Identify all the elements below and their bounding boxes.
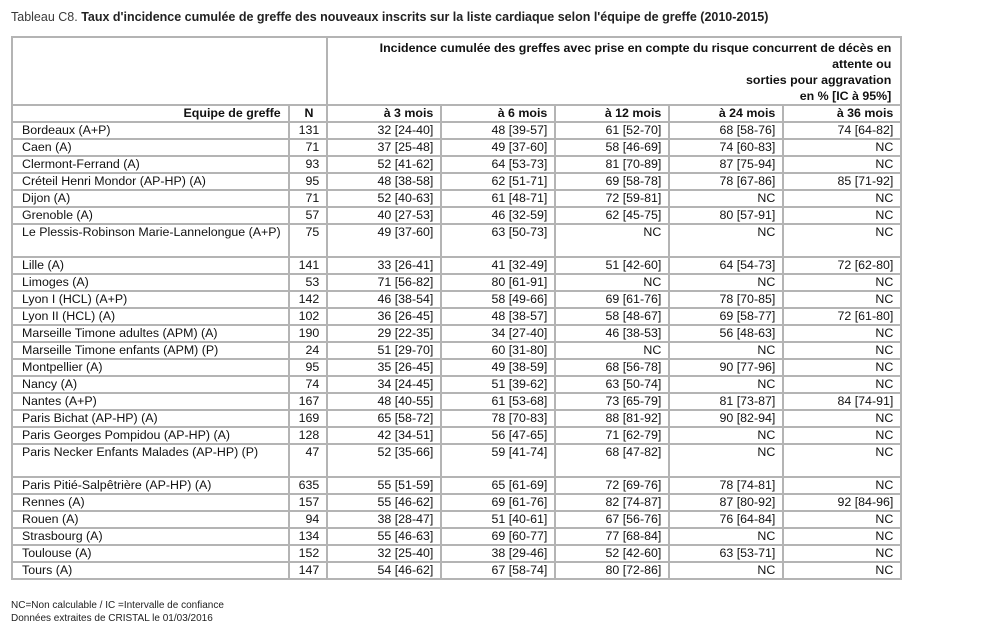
team-cell: Nantes (A+P) bbox=[12, 393, 289, 410]
value-6-months: 60 [31-80] bbox=[441, 342, 555, 359]
team-cell: Tours (A) bbox=[12, 562, 289, 579]
n-cell: 95 bbox=[289, 359, 328, 376]
team-cell: Montpellier (A) bbox=[12, 359, 289, 376]
column-header-6-months: à 6 mois bbox=[441, 105, 555, 122]
group-header-row bbox=[12, 37, 901, 105]
value-6-months: 49 [38-59] bbox=[441, 359, 555, 376]
column-header-team: Equipe de greffe bbox=[12, 105, 289, 122]
value-12-months: 72 [59-81] bbox=[555, 190, 669, 207]
team-cell: Paris Pitié-Salpêtrière (AP-HP) (A) bbox=[12, 477, 289, 494]
team-cell: Le Plessis-Robinson Marie-Lannelongue (A+P) bbox=[12, 224, 289, 257]
table-row bbox=[12, 528, 901, 545]
value-6-months: 48 [38-57] bbox=[441, 308, 555, 325]
team-cell: Marseille Timone adultes (APM) (A) bbox=[12, 325, 289, 342]
value-24-months: NC bbox=[669, 190, 783, 207]
value-12-months: 62 [45-75] bbox=[555, 207, 669, 224]
n-cell: 102 bbox=[289, 308, 328, 325]
incidence-table bbox=[11, 36, 902, 580]
n-cell: 71 bbox=[289, 190, 328, 207]
value-24-months: 78 [67-86] bbox=[669, 173, 783, 190]
value-36-months: NC bbox=[783, 156, 901, 173]
value-24-months: 56 [48-63] bbox=[669, 325, 783, 342]
table-row bbox=[12, 545, 901, 562]
team-cell: Créteil Henri Mondor (AP-HP) (A) bbox=[12, 173, 289, 190]
value-3-months: 55 [46-63] bbox=[327, 528, 441, 545]
value-6-months: 69 [61-76] bbox=[441, 494, 555, 511]
value-3-months: 49 [37-60] bbox=[327, 224, 441, 257]
value-24-months: NC bbox=[669, 274, 783, 291]
value-12-months: 58 [46-69] bbox=[555, 139, 669, 156]
team-cell: Clermont-Ferrand (A) bbox=[12, 156, 289, 173]
table-row bbox=[12, 257, 901, 274]
value-3-months: 35 [26-45] bbox=[327, 359, 441, 376]
value-24-months: NC bbox=[669, 562, 783, 579]
table-row bbox=[12, 224, 901, 257]
column-header-12-months: à 12 mois bbox=[555, 105, 669, 122]
value-24-months: 63 [53-71] bbox=[669, 545, 783, 562]
value-24-months: 90 [82-94] bbox=[669, 410, 783, 427]
value-24-months: NC bbox=[669, 224, 783, 257]
n-cell: 147 bbox=[289, 562, 328, 579]
value-3-months: 34 [24-45] bbox=[327, 376, 441, 393]
value-24-months: 69 [58-77] bbox=[669, 308, 783, 325]
value-6-months: 49 [37-60] bbox=[441, 139, 555, 156]
value-12-months: 58 [48-67] bbox=[555, 308, 669, 325]
column-header-24-months: à 24 mois bbox=[669, 105, 783, 122]
n-cell: 53 bbox=[289, 274, 328, 291]
value-24-months: 68 [58-76] bbox=[669, 122, 783, 139]
value-24-months: 78 [70-85] bbox=[669, 291, 783, 308]
table-row bbox=[12, 511, 901, 528]
value-6-months: 59 [41-74] bbox=[441, 444, 555, 477]
value-6-months: 61 [48-71] bbox=[441, 190, 555, 207]
value-3-months: 38 [28-47] bbox=[327, 511, 441, 528]
value-36-months: 92 [84-96] bbox=[783, 494, 901, 511]
n-cell: 131 bbox=[289, 122, 328, 139]
n-cell: 190 bbox=[289, 325, 328, 342]
team-cell: Nancy (A) bbox=[12, 376, 289, 393]
value-6-months: 51 [40-61] bbox=[441, 511, 555, 528]
value-3-months: 65 [58-72] bbox=[327, 410, 441, 427]
value-6-months: 58 [49-66] bbox=[441, 291, 555, 308]
value-3-months: 37 [25-48] bbox=[327, 139, 441, 156]
team-cell: Lyon II (HCL) (A) bbox=[12, 308, 289, 325]
n-cell: 74 bbox=[289, 376, 328, 393]
value-24-months: NC bbox=[669, 427, 783, 444]
n-cell: 134 bbox=[289, 528, 328, 545]
value-36-months: NC bbox=[783, 274, 901, 291]
n-cell: 635 bbox=[289, 477, 328, 494]
value-6-months: 51 [39-62] bbox=[441, 376, 555, 393]
value-36-months: NC bbox=[783, 190, 901, 207]
value-6-months: 69 [60-77] bbox=[441, 528, 555, 545]
value-6-months: 34 [27-40] bbox=[441, 325, 555, 342]
value-36-months: NC bbox=[783, 325, 901, 342]
value-36-months: NC bbox=[783, 545, 901, 562]
value-24-months: NC bbox=[669, 376, 783, 393]
value-3-months: 33 [26-41] bbox=[327, 257, 441, 274]
value-36-months: NC bbox=[783, 207, 901, 224]
value-36-months: NC bbox=[783, 511, 901, 528]
value-36-months: 72 [61-80] bbox=[783, 308, 901, 325]
team-cell: Dijon (A) bbox=[12, 190, 289, 207]
team-cell: Toulouse (A) bbox=[12, 545, 289, 562]
value-12-months: 68 [47-82] bbox=[555, 444, 669, 477]
value-12-months: 52 [42-60] bbox=[555, 545, 669, 562]
n-cell: 94 bbox=[289, 511, 328, 528]
n-cell: 142 bbox=[289, 291, 328, 308]
value-3-months: 40 [27-53] bbox=[327, 207, 441, 224]
note-data-source: Données extraites de CRISTAL le 01/03/2016 bbox=[11, 613, 213, 624]
n-cell: 24 bbox=[289, 342, 328, 359]
n-cell: 152 bbox=[289, 545, 328, 562]
table-row bbox=[12, 410, 901, 427]
value-12-months: NC bbox=[555, 274, 669, 291]
value-12-months: NC bbox=[555, 224, 669, 257]
team-cell: Rennes (A) bbox=[12, 494, 289, 511]
table-title bbox=[11, 10, 768, 24]
value-12-months: 46 [38-53] bbox=[555, 325, 669, 342]
table-title-text: Taux d'incidence cumulée de greffe des nouveaux inscrits sur la liste cardiaque selon l'équipe de greffe (2010-2015) bbox=[77, 10, 769, 24]
n-cell: 93 bbox=[289, 156, 328, 173]
value-36-months: NC bbox=[783, 224, 901, 257]
table-title-prefix: Tableau C8. bbox=[11, 10, 78, 24]
value-24-months: 81 [73-87] bbox=[669, 393, 783, 410]
value-3-months: 51 [29-70] bbox=[327, 342, 441, 359]
value-3-months: 32 [24-40] bbox=[327, 122, 441, 139]
value-3-months: 54 [46-62] bbox=[327, 562, 441, 579]
team-cell: Rouen (A) bbox=[12, 511, 289, 528]
table-row bbox=[12, 291, 901, 308]
value-3-months: 71 [56-82] bbox=[327, 274, 441, 291]
value-36-months: NC bbox=[783, 376, 901, 393]
table-row bbox=[12, 477, 901, 494]
team-cell: Strasbourg (A) bbox=[12, 528, 289, 545]
table-row bbox=[12, 342, 901, 359]
value-3-months: 32 [25-40] bbox=[327, 545, 441, 562]
value-24-months: 74 [60-83] bbox=[669, 139, 783, 156]
value-6-months: 62 [51-71] bbox=[441, 173, 555, 190]
n-cell: 169 bbox=[289, 410, 328, 427]
table-row bbox=[12, 139, 901, 156]
group-header-line1: Incidence cumulée des greffes avec prise en compte du risque concurrent de décès en attente ou bbox=[379, 41, 892, 71]
value-6-months: 80 [61-91] bbox=[441, 274, 555, 291]
value-6-months: 56 [47-65] bbox=[441, 427, 555, 444]
value-24-months: NC bbox=[669, 342, 783, 359]
value-3-months: 52 [40-63] bbox=[327, 190, 441, 207]
table-row bbox=[12, 207, 901, 224]
value-12-months: 71 [62-79] bbox=[555, 427, 669, 444]
team-cell: Bordeaux (A+P) bbox=[12, 122, 289, 139]
value-36-months: NC bbox=[783, 410, 901, 427]
value-36-months: NC bbox=[783, 291, 901, 308]
n-cell: 95 bbox=[289, 173, 328, 190]
value-3-months: 42 [34-51] bbox=[327, 427, 441, 444]
note-abbreviations: NC=Non calculable / IC =Intervalle de confiance bbox=[11, 600, 224, 611]
table-row bbox=[12, 274, 901, 291]
value-36-months: NC bbox=[783, 562, 901, 579]
column-header-36-months: à 36 mois bbox=[783, 105, 901, 122]
value-6-months: 65 [61-69] bbox=[441, 477, 555, 494]
team-cell: Paris Georges Pompidou (AP-HP) (A) bbox=[12, 427, 289, 444]
value-3-months: 29 [22-35] bbox=[327, 325, 441, 342]
value-36-months: NC bbox=[783, 444, 901, 477]
table-row bbox=[12, 494, 901, 511]
table-row bbox=[12, 122, 901, 139]
value-12-months: 80 [72-86] bbox=[555, 562, 669, 579]
team-cell: Limoges (A) bbox=[12, 274, 289, 291]
value-12-months: 72 [69-76] bbox=[555, 477, 669, 494]
column-header-n: N bbox=[289, 105, 328, 122]
table-row bbox=[12, 427, 901, 444]
value-12-months: 82 [74-87] bbox=[555, 494, 669, 511]
group-header-cell bbox=[327, 37, 901, 105]
value-3-months: 48 [38-58] bbox=[327, 173, 441, 190]
group-header-line2: sorties pour aggravation bbox=[746, 73, 892, 87]
value-12-months: 61 [52-70] bbox=[555, 122, 669, 139]
group-header-line3: en % [IC à 95%] bbox=[799, 89, 892, 103]
column-header-3-months: à 3 mois bbox=[327, 105, 441, 122]
value-12-months: 73 [65-79] bbox=[555, 393, 669, 410]
value-6-months: 41 [32-49] bbox=[441, 257, 555, 274]
value-12-months: 63 [50-74] bbox=[555, 376, 669, 393]
value-12-months: 88 [81-92] bbox=[555, 410, 669, 427]
team-cell: Caen (A) bbox=[12, 139, 289, 156]
empty-header-cell bbox=[12, 37, 327, 105]
value-3-months: 36 [26-45] bbox=[327, 308, 441, 325]
value-36-months: 85 [71-92] bbox=[783, 173, 901, 190]
value-6-months: 48 [39-57] bbox=[441, 122, 555, 139]
value-6-months: 63 [50-73] bbox=[441, 224, 555, 257]
n-cell: 57 bbox=[289, 207, 328, 224]
value-24-months: 90 [77-96] bbox=[669, 359, 783, 376]
value-12-months: 81 [70-89] bbox=[555, 156, 669, 173]
table-row bbox=[12, 190, 901, 207]
value-36-months: NC bbox=[783, 342, 901, 359]
value-24-months: 87 [75-94] bbox=[669, 156, 783, 173]
value-36-months: NC bbox=[783, 427, 901, 444]
value-36-months: NC bbox=[783, 528, 901, 545]
value-12-months: 51 [42-60] bbox=[555, 257, 669, 274]
value-12-months: 67 [56-76] bbox=[555, 511, 669, 528]
table-row bbox=[12, 393, 901, 410]
value-24-months: NC bbox=[669, 444, 783, 477]
table-row bbox=[12, 359, 901, 376]
team-cell: Paris Necker Enfants Malades (AP-HP) (P) bbox=[12, 444, 289, 477]
value-3-months: 55 [51-59] bbox=[327, 477, 441, 494]
value-6-months: 61 [53-68] bbox=[441, 393, 555, 410]
n-cell: 141 bbox=[289, 257, 328, 274]
column-header-row bbox=[12, 105, 901, 122]
team-cell: Paris Bichat (AP-HP) (A) bbox=[12, 410, 289, 427]
value-36-months: 72 [62-80] bbox=[783, 257, 901, 274]
table-row bbox=[12, 562, 901, 579]
value-12-months: 69 [61-76] bbox=[555, 291, 669, 308]
n-cell: 157 bbox=[289, 494, 328, 511]
n-cell: 71 bbox=[289, 139, 328, 156]
n-cell: 167 bbox=[289, 393, 328, 410]
team-cell: Grenoble (A) bbox=[12, 207, 289, 224]
value-12-months: 69 [58-78] bbox=[555, 173, 669, 190]
n-cell: 75 bbox=[289, 224, 328, 257]
value-3-months: 55 [46-62] bbox=[327, 494, 441, 511]
value-24-months: 80 [57-91] bbox=[669, 207, 783, 224]
value-6-months: 64 [53-73] bbox=[441, 156, 555, 173]
value-6-months: 67 [58-74] bbox=[441, 562, 555, 579]
value-6-months: 38 [29-46] bbox=[441, 545, 555, 562]
team-cell: Marseille Timone enfants (APM) (P) bbox=[12, 342, 289, 359]
value-36-months: 74 [64-82] bbox=[783, 122, 901, 139]
table-row bbox=[12, 308, 901, 325]
team-cell: Lille (A) bbox=[12, 257, 289, 274]
value-24-months: 87 [80-92] bbox=[669, 494, 783, 511]
n-cell: 47 bbox=[289, 444, 328, 477]
table-row bbox=[12, 325, 901, 342]
value-3-months: 48 [40-55] bbox=[327, 393, 441, 410]
value-24-months: 64 [54-73] bbox=[669, 257, 783, 274]
value-36-months: 84 [74-91] bbox=[783, 393, 901, 410]
value-24-months: 78 [74-81] bbox=[669, 477, 783, 494]
value-36-months: NC bbox=[783, 139, 901, 156]
table-row bbox=[12, 156, 901, 173]
value-36-months: NC bbox=[783, 477, 901, 494]
value-12-months: NC bbox=[555, 342, 669, 359]
value-6-months: 78 [70-83] bbox=[441, 410, 555, 427]
value-3-months: 46 [38-54] bbox=[327, 291, 441, 308]
value-12-months: 77 [68-84] bbox=[555, 528, 669, 545]
table-row bbox=[12, 444, 901, 477]
table-row bbox=[12, 173, 901, 190]
value-3-months: 52 [41-62] bbox=[327, 156, 441, 173]
value-24-months: NC bbox=[669, 528, 783, 545]
team-cell: Lyon I (HCL) (A+P) bbox=[12, 291, 289, 308]
value-6-months: 46 [32-59] bbox=[441, 207, 555, 224]
value-24-months: 76 [64-84] bbox=[669, 511, 783, 528]
n-cell: 128 bbox=[289, 427, 328, 444]
table-notes bbox=[11, 599, 224, 625]
value-12-months: 68 [56-78] bbox=[555, 359, 669, 376]
table-row bbox=[12, 376, 901, 393]
value-36-months: NC bbox=[783, 359, 901, 376]
value-3-months: 52 [35-66] bbox=[327, 444, 441, 477]
